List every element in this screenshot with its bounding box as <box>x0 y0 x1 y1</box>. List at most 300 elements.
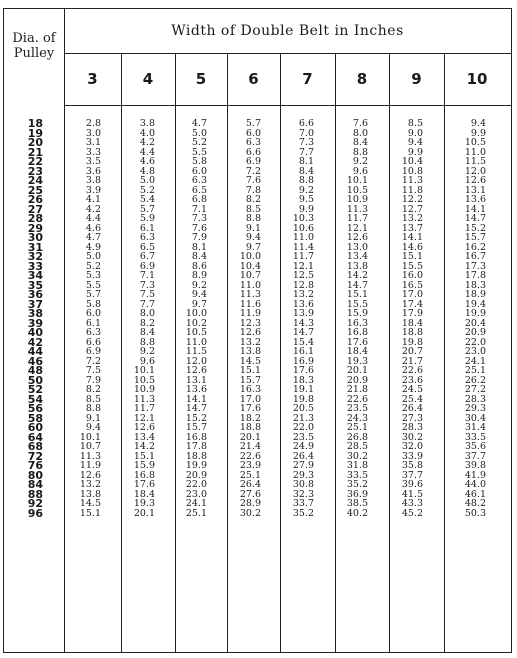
value-cell: 10.1 <box>133 365 155 376</box>
diameter-cell: 25 <box>27 183 43 197</box>
diameter-cell: 68 <box>27 440 43 453</box>
value-cell: 12.1 <box>346 222 368 234</box>
value-cell: 11.6 <box>239 298 261 310</box>
value-cell: 32.3 <box>292 488 314 500</box>
column-divider <box>227 53 228 652</box>
value-cell: 7.7 <box>298 146 314 158</box>
value-cell: 4.8 <box>139 165 155 177</box>
diameter-cell: 44 <box>27 345 43 358</box>
value-cell: 7.5 <box>85 365 101 376</box>
value-cell: 8.8 <box>139 336 155 348</box>
value-cell: 15.4 <box>292 336 314 348</box>
value-cell: 14.7 <box>292 327 314 338</box>
value-cell: 7.6 <box>245 175 261 186</box>
value-cell: 16.3 <box>239 384 261 395</box>
value-cell: 19.8 <box>292 393 314 405</box>
value-cell: 18.3 <box>464 279 486 291</box>
value-cell: 7.3 <box>139 279 155 291</box>
value-cell: 8.1 <box>298 156 314 167</box>
value-cell: 43.3 <box>401 498 423 509</box>
value-cell: 12.6 <box>239 327 261 338</box>
value-cell: 31.8 <box>346 460 368 471</box>
value-cell: 8.4 <box>352 137 368 148</box>
value-cell: 10.6 <box>292 222 314 234</box>
value-cell: 25.1 <box>464 365 486 376</box>
value-cell: 13.1 <box>185 374 207 386</box>
value-cell: 16.2 <box>464 241 486 253</box>
value-cell: 14.7 <box>185 403 207 414</box>
value-cell: 6.9 <box>245 156 261 167</box>
diameter-cell: 54 <box>27 392 43 406</box>
diameter-cell: 24 <box>27 174 43 187</box>
value-cell: 15.1 <box>239 365 261 376</box>
value-column-10 <box>465 119 486 518</box>
value-cell: 21.3 <box>292 412 314 424</box>
value-cell: 6.5 <box>139 241 155 253</box>
value-cell: 2.8 <box>85 118 101 129</box>
diameter-cell: 50 <box>27 373 43 387</box>
value-cell: 20.1 <box>346 365 368 376</box>
value-column-7 <box>293 119 314 518</box>
value-cell: 17.6 <box>292 365 314 376</box>
value-cell: 3.5 <box>85 156 101 167</box>
value-cell: 8.2 <box>139 317 155 329</box>
value-cell: 23.5 <box>292 431 314 443</box>
value-cell: 24.9 <box>292 441 314 452</box>
value-cell: 4.0 <box>139 127 155 139</box>
value-cell: 6.6 <box>85 336 101 348</box>
value-cell: 10.9 <box>133 384 155 395</box>
value-cell: 23.0 <box>185 488 207 500</box>
value-cell: 16.8 <box>185 431 207 443</box>
value-cell: 5.7 <box>139 203 155 215</box>
value-cell: 29.3 <box>464 403 486 414</box>
value-cell: 27.2 <box>464 384 486 395</box>
column-divider <box>389 53 390 652</box>
value-cell: 9.4 <box>191 289 207 300</box>
diameter-cell: 33 <box>27 259 43 273</box>
diameter-cell: 22 <box>27 155 43 168</box>
value-cell: 20.5 <box>292 403 314 414</box>
value-cell: 12.5 <box>292 270 314 281</box>
value-cell: 30.2 <box>346 450 368 462</box>
value-cell: 14.1 <box>464 203 486 215</box>
value-cell: 9.1 <box>245 222 261 234</box>
value-cell: 16.9 <box>292 355 314 367</box>
value-cell: 7.6 <box>352 118 368 129</box>
value-cell: 9.6 <box>352 165 368 177</box>
value-cell: 19.9 <box>185 460 207 471</box>
value-cell: 5.5 <box>191 146 207 158</box>
column-divider <box>444 53 445 652</box>
value-cell: 19.4 <box>464 298 486 310</box>
value-cell: 7.2 <box>245 165 261 177</box>
value-cell: 3.8 <box>139 118 155 129</box>
value-cell: 22.6 <box>239 450 261 462</box>
value-cell: 9.4 <box>407 137 423 148</box>
value-cell: 17.6 <box>346 336 368 348</box>
value-cell: 15.7 <box>185 422 207 433</box>
value-cell: 9.2 <box>139 346 155 357</box>
value-cell: 6.5 <box>191 184 207 196</box>
value-cell: 5.7 <box>85 289 101 300</box>
value-cell: 16.8 <box>133 469 155 481</box>
value-cell: 6.6 <box>245 146 261 158</box>
diameter-cell: 42 <box>27 335 43 349</box>
value-cell: 13.8 <box>239 346 261 357</box>
value-column-4 <box>134 119 155 518</box>
value-cell: 16.7 <box>464 251 486 262</box>
value-cell: 8.1 <box>191 241 207 253</box>
diameter-cell: 84 <box>27 478 43 491</box>
value-cell: 4.9 <box>85 241 101 253</box>
value-cell: 17.8 <box>464 270 486 281</box>
value-cell: 14.1 <box>401 232 423 243</box>
value-cell: 9.4 <box>245 232 261 243</box>
value-cell: 8.4 <box>191 251 207 262</box>
value-cell: 10.4 <box>239 260 261 272</box>
value-cell: 6.3 <box>191 175 207 186</box>
value-cell: 44.0 <box>464 479 486 490</box>
value-cell: 18.3 <box>292 374 314 386</box>
value-cell: 7.1 <box>139 270 155 281</box>
value-cell: 6.8 <box>191 194 207 205</box>
diameter-cell: 27 <box>27 202 43 216</box>
diameter-cell: 96 <box>27 506 43 520</box>
diameter-cell: 39 <box>27 316 43 330</box>
diameter-cell: 32 <box>27 250 43 263</box>
value-cell: 3.9 <box>85 184 101 196</box>
value-cell: 25.4 <box>401 393 423 405</box>
value-cell: 17.6 <box>239 403 261 414</box>
value-cell: 13.2 <box>239 336 261 348</box>
diameter-cell: 23 <box>27 164 43 178</box>
value-cell: 17.4 <box>401 298 423 310</box>
value-cell: 12.8 <box>292 279 314 291</box>
value-cell: 27.9 <box>292 460 314 471</box>
value-cell: 10.3 <box>292 213 314 224</box>
value-cell: 13.2 <box>401 213 423 224</box>
value-cell: 12.6 <box>464 175 486 186</box>
diameter-cell: 20 <box>27 136 43 149</box>
value-cell: 23.9 <box>239 460 261 471</box>
value-cell: 33.5 <box>464 431 486 443</box>
value-cell: 6.9 <box>139 260 155 272</box>
value-cell: 14.7 <box>346 279 368 291</box>
value-cell: 19.1 <box>292 384 314 395</box>
value-cell: 18.4 <box>346 346 368 357</box>
diameter-cell: 48 <box>27 364 43 377</box>
value-cell: 22.0 <box>292 422 314 433</box>
value-cell: 6.0 <box>191 165 207 177</box>
value-cell: 13.8 <box>346 260 368 272</box>
value-cell: 6.3 <box>139 232 155 243</box>
diameter-cell: 38 <box>27 307 43 320</box>
value-cell: 9.7 <box>191 298 207 310</box>
value-cell: 7.1 <box>191 203 207 215</box>
value-cell: 4.1 <box>85 194 101 205</box>
value-cell: 5.7 <box>245 118 261 129</box>
value-cell: 21.7 <box>401 355 423 367</box>
belt-table <box>3 8 512 653</box>
value-cell: 8.8 <box>352 146 368 158</box>
value-cell: 11.3 <box>401 175 423 186</box>
value-cell: 6.9 <box>85 346 101 357</box>
value-cell: 3.3 <box>85 146 101 158</box>
value-cell: 17.0 <box>239 393 261 405</box>
diameter-cell: 64 <box>27 430 43 444</box>
value-cell: 11.9 <box>239 308 261 319</box>
diameter-header <box>4 31 64 61</box>
diameter-cell: 76 <box>27 459 43 472</box>
value-cell: 6.6 <box>298 118 314 129</box>
column-header-6: 6 <box>248 70 259 88</box>
diameter-cell: 36 <box>27 288 43 301</box>
diameter-cell: 26 <box>27 193 43 206</box>
value-cell: 8.5 <box>85 393 101 405</box>
diameter-cell: 34 <box>27 269 43 282</box>
value-cell: 13.9 <box>292 308 314 319</box>
value-cell: 17.9 <box>401 308 423 319</box>
value-cell: 5.4 <box>139 194 155 205</box>
diameter-cell: 21 <box>27 145 43 159</box>
value-cell: 7.0 <box>298 127 314 139</box>
value-cell: 14.6 <box>401 241 423 253</box>
value-cell: 13.7 <box>401 222 423 234</box>
value-cell: 33.7 <box>292 498 314 509</box>
value-cell: 9.2 <box>191 279 207 291</box>
value-cell: 17.3 <box>464 260 486 272</box>
value-cell: 9.2 <box>352 156 368 167</box>
diameter-column <box>28 119 43 518</box>
value-cell: 11.5 <box>464 156 486 167</box>
value-cell: 35.8 <box>401 460 423 471</box>
value-cell: 7.9 <box>85 374 101 386</box>
value-cell: 25.1 <box>346 422 368 433</box>
value-cell: 37.7 <box>464 450 486 462</box>
value-cell: 7.3 <box>191 213 207 224</box>
value-cell: 13.0 <box>346 241 368 253</box>
value-cell: 4.6 <box>85 222 101 234</box>
value-cell: 7.2 <box>85 355 101 367</box>
value-cell: 5.3 <box>85 270 101 281</box>
value-cell: 39.8 <box>464 460 486 471</box>
value-cell: 9.6 <box>139 355 155 367</box>
value-cell: 12.1 <box>292 260 314 272</box>
value-cell: 14.2 <box>346 270 368 281</box>
value-cell: 11.0 <box>464 146 486 158</box>
diameter-cell: 52 <box>27 383 43 396</box>
diameter-cell: 29 <box>27 221 43 235</box>
value-cell: 8.5 <box>245 203 261 215</box>
value-cell: 26.4 <box>401 403 423 414</box>
column-header-10: 10 <box>466 70 488 88</box>
value-cell: 6.0 <box>245 127 261 139</box>
value-cell: 24.1 <box>185 498 207 509</box>
value-cell: 6.7 <box>139 251 155 262</box>
value-cell: 11.7 <box>292 251 314 262</box>
value-cell: 27.6 <box>239 488 261 500</box>
diameter-cell: 40 <box>27 326 43 339</box>
value-cell: 7.7 <box>139 298 155 310</box>
value-cell: 10.0 <box>239 251 261 262</box>
value-cell: 4.7 <box>85 232 101 243</box>
value-cell: 8.4 <box>139 327 155 338</box>
diameter-cell: 19 <box>27 126 43 140</box>
value-cell: 13.4 <box>346 251 368 262</box>
value-cell: 37.7 <box>401 469 423 481</box>
value-column-9 <box>402 119 423 518</box>
value-cell: 28.3 <box>464 393 486 405</box>
value-cell: 8.8 <box>298 175 314 186</box>
value-cell: 6.3 <box>245 137 261 148</box>
value-cell: 8.0 <box>352 127 368 139</box>
value-cell: 13.6 <box>185 384 207 395</box>
value-cell: 5.2 <box>191 137 207 148</box>
value-cell: 12.7 <box>401 203 423 215</box>
diameter-cell: 35 <box>27 278 43 292</box>
value-cell: 9.9 <box>470 127 486 139</box>
value-cell: 32.0 <box>401 441 423 452</box>
value-cell: 38.5 <box>346 498 368 509</box>
value-cell: 10.4 <box>401 156 423 167</box>
value-cell: 6.3 <box>85 327 101 338</box>
diameter-header-line1: Dia. of <box>12 31 56 46</box>
value-cell: 13.8 <box>79 488 101 500</box>
value-cell: 8.2 <box>85 384 101 395</box>
value-cell: 11.5 <box>185 346 207 357</box>
value-cell: 18.8 <box>401 327 423 338</box>
value-cell: 9.9 <box>407 146 423 158</box>
value-cell: 10.5 <box>185 327 207 338</box>
value-cell: 9.0 <box>407 127 423 139</box>
value-cell: 12.0 <box>185 355 207 367</box>
value-cell: 19.3 <box>133 498 155 509</box>
diameter-cell: 31 <box>27 240 43 254</box>
value-cell: 17.8 <box>185 441 207 452</box>
value-cell: 13.4 <box>133 431 155 443</box>
value-cell: 22.6 <box>401 365 423 376</box>
value-cell: 36.9 <box>346 488 368 500</box>
value-cell: 28.3 <box>401 422 423 433</box>
value-cell: 11.8 <box>401 184 423 196</box>
value-column-5 <box>186 119 207 518</box>
value-cell: 11.4 <box>292 241 314 253</box>
value-cell: 8.4 <box>298 165 314 177</box>
value-cell: 18.8 <box>185 450 207 462</box>
value-cell: 12.6 <box>185 365 207 376</box>
value-cell: 9.5 <box>298 194 314 205</box>
value-cell: 8.9 <box>191 270 207 281</box>
value-cell: 11.3 <box>133 393 155 405</box>
value-cell: 13.2 <box>79 479 101 490</box>
value-cell: 18.4 <box>401 317 423 329</box>
diameter-cell: 46 <box>27 354 43 368</box>
value-cell: 5.0 <box>85 251 101 262</box>
value-cell: 33.9 <box>401 450 423 462</box>
value-cell: 15.1 <box>346 289 368 300</box>
value-cell: 19.8 <box>401 336 423 348</box>
value-cell: 26.2 <box>464 374 486 386</box>
value-cell: 25.1 <box>185 507 207 519</box>
value-cell: 9.9 <box>298 203 314 215</box>
diameter-cell: 80 <box>27 468 43 482</box>
value-cell: 30.2 <box>401 431 423 443</box>
value-cell: 28.5 <box>346 441 368 452</box>
value-cell: 14.3 <box>292 317 314 329</box>
value-cell: 15.5 <box>401 260 423 272</box>
value-cell: 4.4 <box>139 146 155 158</box>
value-cell: 8.0 <box>139 308 155 319</box>
value-cell: 18.8 <box>239 422 261 433</box>
value-cell: 11.7 <box>133 403 155 414</box>
column-header-3: 3 <box>87 70 98 88</box>
value-cell: 15.5 <box>346 298 368 310</box>
value-cell: 14.2 <box>133 441 155 452</box>
value-cell: 18.9 <box>464 289 486 300</box>
value-cell: 22.6 <box>346 393 368 405</box>
value-cell: 20.7 <box>401 346 423 357</box>
column-header-5: 5 <box>195 70 207 88</box>
diameter-cell: 60 <box>27 421 43 434</box>
value-cell: 15.1 <box>401 251 423 262</box>
value-cell: 12.3 <box>239 317 261 329</box>
value-cell: 14.7 <box>464 213 486 224</box>
value-cell: 15.7 <box>239 374 261 386</box>
value-cell: 10.1 <box>79 431 101 443</box>
value-cell: 5.9 <box>139 213 155 224</box>
value-cell: 20.1 <box>133 507 155 519</box>
value-cell: 21.8 <box>346 384 368 395</box>
value-cell: 45.2 <box>401 507 423 519</box>
value-cell: 25.1 <box>239 469 261 481</box>
value-cell: 5.5 <box>85 279 101 291</box>
value-cell: 7.3 <box>298 137 314 148</box>
value-cell: 10.5 <box>464 137 486 148</box>
value-cell: 41.5 <box>401 488 423 500</box>
value-cell: 30.4 <box>464 412 486 424</box>
value-cell: 50.3 <box>464 507 486 519</box>
value-cell: 3.6 <box>85 165 101 177</box>
value-cell: 4.7 <box>191 118 207 129</box>
value-cell: 16.0 <box>401 270 423 281</box>
value-cell: 39.6 <box>401 479 423 490</box>
value-cell: 40.2 <box>346 507 368 519</box>
value-cell: 16.1 <box>292 346 314 357</box>
value-cell: 23.5 <box>346 403 368 414</box>
value-cell: 20.9 <box>346 374 368 386</box>
value-cell: 5.8 <box>85 298 101 310</box>
value-cell: 11.3 <box>239 289 261 300</box>
value-column-3 <box>80 119 101 518</box>
value-cell: 3.1 <box>85 137 101 148</box>
diameter-cell: 30 <box>27 231 43 244</box>
value-cell: 26.8 <box>346 431 368 443</box>
value-cell: 20.4 <box>464 317 486 329</box>
value-cell: 3.0 <box>85 127 101 139</box>
diameter-cell: 72 <box>27 449 43 463</box>
diameter-cell: 58 <box>27 411 43 425</box>
diameter-cell: 92 <box>27 497 43 510</box>
value-cell: 16.3 <box>346 317 368 329</box>
value-cell: 12.1 <box>133 412 155 424</box>
column-header-8: 8 <box>356 70 368 88</box>
value-cell: 15.9 <box>133 460 155 471</box>
value-cell: 18.4 <box>133 488 155 500</box>
value-cell: 35.2 <box>346 479 368 490</box>
value-cell: 10.0 <box>185 308 207 319</box>
value-cell: 20.1 <box>239 431 261 443</box>
